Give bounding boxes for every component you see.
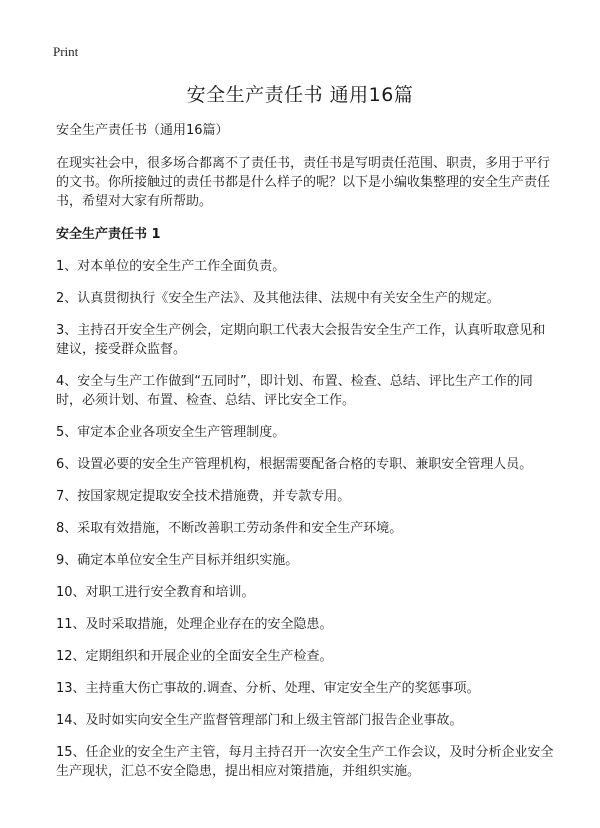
clause-item: 3、主持召开安全生产例会，定期向职工代表大会报告安全生产工作，认真听取意见和建议，接受群众监督。 <box>56 323 546 357</box>
intro-paragraph: 在现实社会中，很多场合都离不了责任书，责任书是写明责任范围、职责，多用于平行的文书。你所接触过的责任书都是什么样子的呢？以下是小编收集整理的安全生产责任书，希望对大家有所帮助。 <box>56 156 551 209</box>
clause-item: 12、定期组织和开展企业的全面安全生产检查。 <box>56 649 333 664</box>
section-heading: 安全生产责任书 1 <box>56 227 161 242</box>
clause-item: 11、及时采取措施，处理企业存在的安全隐患。 <box>56 617 333 632</box>
clause-item: 1、对本单位的安全生产工作全面负责。 <box>56 259 286 274</box>
clause-item: 7、按国家规定提取安全技术措施费，并专款专用。 <box>56 489 351 504</box>
clause-item: 5、审定本企业各项安全生产管理制度。 <box>56 425 286 440</box>
document-subtitle: 安全生产责任书（通用16篇） <box>56 123 229 138</box>
clause-item: 9、确定本单位安全生产目标并组织实施。 <box>56 553 299 568</box>
clause-item: 10、对职工进行安全教育和培训。 <box>56 585 255 600</box>
print-label[interactable]: Print <box>53 44 79 59</box>
clause-item: 4、安全与生产工作做到“五同时”，即计划、布置、检查、总结、评比生产工作的同时，必须计划、布置、检查、总结、评比安全工作。 <box>56 374 533 408</box>
document-body <box>56 121 554 794</box>
clause-item: 14、及时如实向安全生产监督管理部门和上级主管部门报告企业事故。 <box>56 713 463 728</box>
clause-item: 13、主持重大伤亡事故的.调查、分析、处理、审定安全生产的奖惩事项。 <box>56 681 480 696</box>
clause-item: 2、认真贯彻执行《安全生产法》、及其他法律、法规中有关安全生产的规定。 <box>56 291 500 306</box>
clause-item: 6、设置必要的安全生产管理机构，根据需要配备合格的专职、兼职安全管理人员。 <box>56 457 533 472</box>
clause-item: 8、采取有效措施，不断改善职工劳动条件和安全生产环境。 <box>56 521 403 536</box>
page-title: 安全生产责任书 通用16篇 <box>186 84 414 106</box>
clause-item: 15、任企业的安全生产主管，每月主持召开一次安全生产工作会议，及时分析企业安全生产现状，汇总不安全隐患，提出相应对策措施，并组织实施。 <box>56 745 554 779</box>
